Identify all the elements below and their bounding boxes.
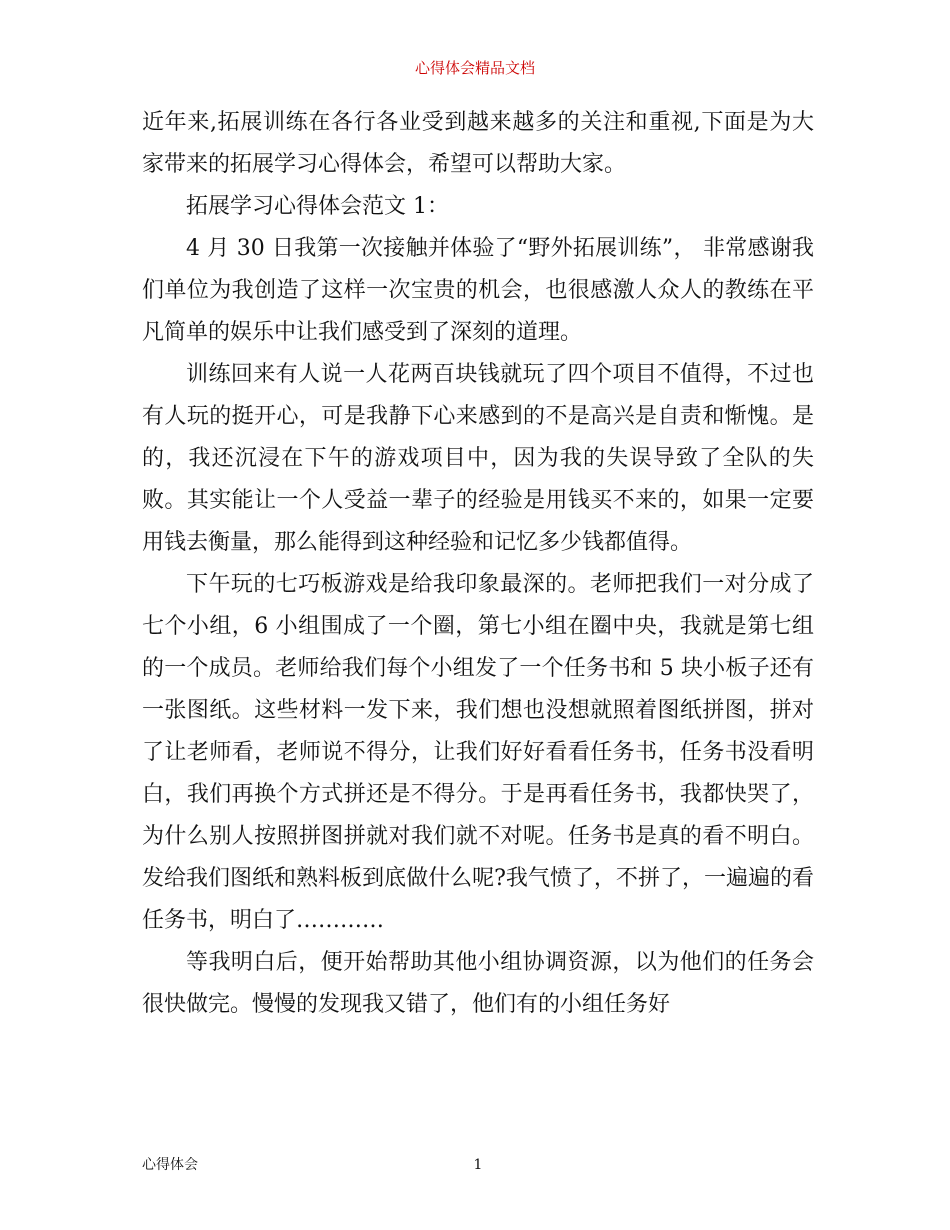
footer-label: 心得体会 [142,1157,198,1173]
page-header-title: 心得体会精品文档 [414,59,535,77]
paragraph: 等我明白后，便开始帮助其他小组协调资源，以为他们的任务会很快做完。慢慢的发现我又错了，他们有的小组任务好 [142,950,814,1017]
document-body [142,102,814,1026]
paragraph: 4 月 30 日我第一次接触并体验了“野外拓展训练”， 非常感谢我们单位为我创造了这样一次宝贵的机会，也很感激人众人的教练在平凡简单的娱乐中让我们感受到了深刻的道理。 [142,236,814,345]
paragraph-section-heading: 拓展学习心得体会范文 1： [186,194,449,219]
paragraph-intro: 近年来,拓展训练在各行各业受到越来越多的关注和重视,下面是为大家带来的拓展学习心得体会，希望可以帮助大家。 [142,110,814,177]
paragraph: 下午玩的七巧板游戏是给我印象最深的。老师把我们一对分成了七个小组，6 小组围成了一个圈，第七小组在圈中央，我就是第七组的一个成员。老师给我们每个小组发了一个任务书和 5 块小板子还有一张图纸。这些材料一发下来，我们想也没想就照着图纸拼图，拼对了让老师看，老师说不得分，让我们好好看看任务书，任务书没看明白，我们再换个方式拼还是不得分。于是再看任务书，我都快哭了，为什么别人按照拼图拼就对我们就不对呢。任务书是真的看不明白。发给我们图纸和熟料板到底做什么呢?我气愤了，不拼了，一遍遍的看任务书，明白了………… [142,572,814,933]
paragraph: 训练回来有人说一人花两百块钱就玩了四个项目不值得，不过也有人玩的挺开心，可是我静下心来感到的不是高兴是自责和惭愧。是的，我还沉浸在下午的游戏项目中，因为我的失误导致了全队的失败。其实能让一个人受益一辈子的经验是用钱买不来的，如果一定要用钱去衡量，那么能得到这种经验和记忆多少钱都值得。 [142,362,814,555]
page-number: 1 [473,1157,483,1173]
